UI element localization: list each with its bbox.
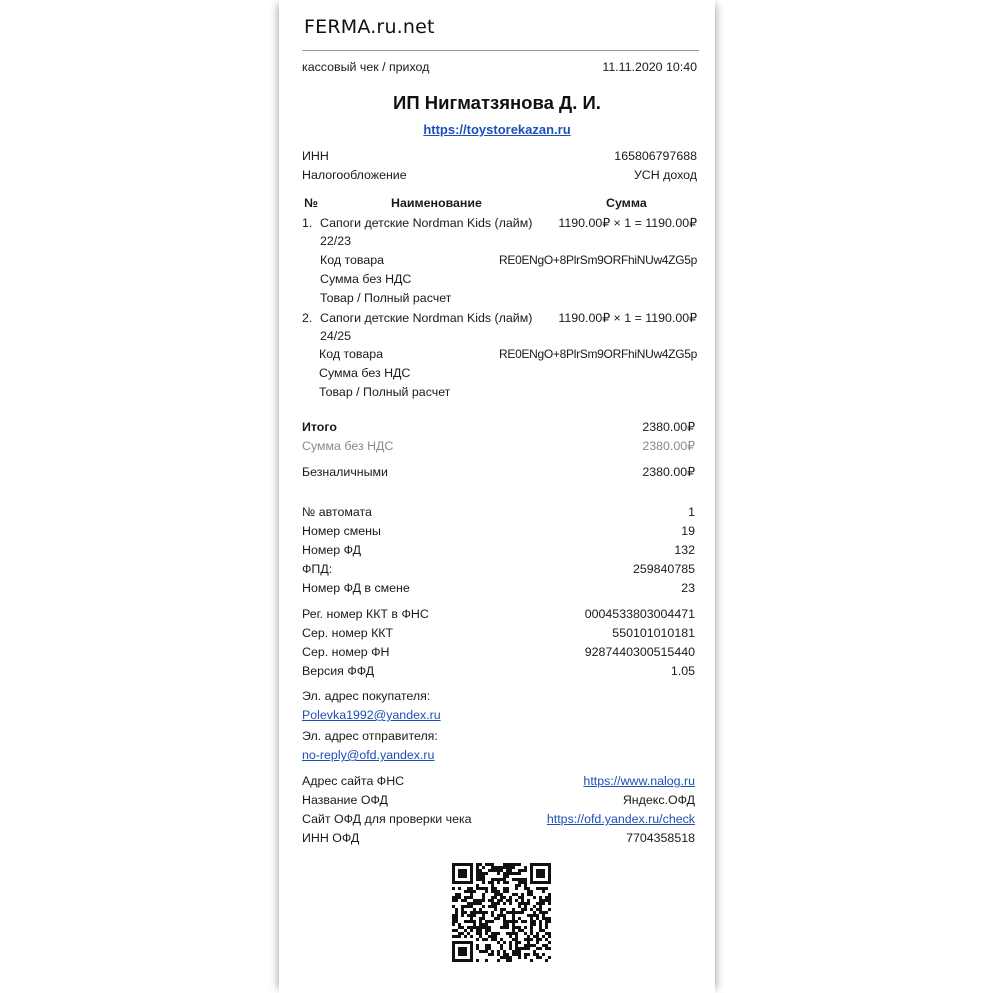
- item-vat-label: Сумма без НДС: [320, 272, 412, 286]
- inn-label: ИНН: [302, 149, 329, 163]
- tax-label: Налогообложение: [302, 168, 407, 182]
- col-sum: Сумма: [606, 196, 647, 210]
- item-name: Сапоги детские Nordman Kids (лайм): [320, 216, 533, 230]
- header-divider: [302, 50, 699, 51]
- kkt-label: Версия ФФД: [302, 664, 375, 678]
- table-header: [302, 194, 697, 212]
- seller-website-link[interactable]: https://toystorekazan.ru: [423, 122, 571, 137]
- tax-row: [302, 166, 697, 184]
- brand-logo: FERMA.ru.net: [304, 16, 435, 38]
- ofd-name-row: [302, 791, 695, 809]
- kkt-label: Рег. номер ККТ в ФНС: [302, 607, 429, 621]
- col-name: Наименование: [391, 196, 482, 210]
- item-payment-label: Товар / Полный расчет: [319, 385, 451, 399]
- ofd-check-label: Сайт ОФД для проверки чека: [302, 812, 472, 826]
- fiscal-label: Номер ФД в смене: [302, 581, 410, 595]
- kkt-row: [302, 605, 695, 623]
- item-payment-row: [302, 383, 697, 401]
- tax-value: УСН доход: [633, 168, 697, 182]
- ofd-inn-row: [302, 829, 695, 847]
- item-code-label: Код товара: [320, 253, 385, 267]
- total-value: 2380.00₽: [642, 420, 695, 434]
- sender-email-row: [302, 746, 695, 764]
- receipt-datetime: 11.11.2020 10:40: [602, 60, 697, 74]
- sender-email-label: Эл. адрес отправителя:: [302, 729, 438, 743]
- cashless-label: Безналичными: [302, 465, 388, 479]
- fiscal-row: [302, 503, 695, 521]
- item-name-cont: [302, 327, 697, 345]
- kkt-value: 9287440300515440: [584, 645, 695, 659]
- fiscal-label: Номер ФД: [302, 543, 361, 557]
- buyer-email-link[interactable]: Polevka1992@yandex.ru: [302, 708, 441, 722]
- fiscal-row: [302, 522, 695, 540]
- sender-email-link[interactable]: no-reply@ofd.yandex.ru: [302, 748, 435, 762]
- item-payment-row: [302, 289, 697, 307]
- kkt-row: [302, 643, 695, 661]
- fiscal-label: № автомата: [302, 505, 372, 519]
- fiscal-row: [302, 579, 695, 597]
- kkt-row: [302, 662, 695, 680]
- ofd-inn-value: 7704358518: [626, 831, 695, 845]
- fiscal-value: 132: [674, 543, 695, 557]
- kkt-value: 1.05: [670, 664, 695, 678]
- kkt-row: [302, 624, 695, 642]
- item-name: Сапоги детские Nordman Kids (лайм): [320, 311, 533, 325]
- ofd-inn-label: ИНН ОФД: [302, 831, 360, 845]
- item-code-label: Код товара: [319, 347, 384, 361]
- kkt-value: 0004533803004471: [584, 607, 695, 621]
- fiscal-value: 1: [688, 505, 695, 519]
- item-code-row: [302, 251, 697, 269]
- sender-email-label-row: [302, 727, 695, 745]
- item-price: 1190.00₽ × 1 = 1190.00₽: [558, 216, 697, 230]
- receipt: [279, 0, 715, 993]
- item-vat-label: Сумма без НДС: [319, 366, 411, 380]
- ofd-check-link[interactable]: https://ofd.yandex.ru/check: [546, 812, 695, 826]
- item-payment-label: Товар / Полный расчет: [320, 291, 452, 305]
- buyer-email-label-row: [302, 687, 695, 705]
- kkt-label: Сер. номер ФН: [302, 645, 390, 659]
- fiscal-value: 23: [681, 581, 695, 595]
- inn-value: 165806797688: [614, 149, 697, 163]
- doc-type: кассовый чек / приход: [302, 60, 430, 74]
- novat-value: 2380.00₽: [642, 439, 695, 453]
- item-number: 1.: [302, 216, 313, 230]
- item-size: 24/25: [320, 329, 352, 343]
- fiscal-row: [302, 560, 695, 578]
- ofd-check-row: [302, 810, 695, 828]
- buyer-email-label: Эл. адрес покупателя:: [302, 689, 431, 703]
- item-price: 1190.00₽ × 1 = 1190.00₽: [558, 311, 697, 325]
- seller-name: ИП Нигматзянова Д. И.: [393, 92, 601, 113]
- fns-site-label: Адрес сайта ФНС: [302, 774, 405, 788]
- inn-row: [302, 147, 697, 165]
- novat-row: [302, 437, 695, 455]
- list-item: [302, 214, 697, 232]
- item-vat-row: [302, 364, 697, 382]
- item-code-value: RE0ENgO+8PlrSm9ORFhiNUw4ZG5p: [499, 253, 697, 267]
- novat-label: Сумма без НДС: [302, 439, 394, 453]
- kkt-value: 550101010181: [612, 626, 695, 640]
- ofd-name-value: Яндекс.ОФД: [622, 793, 695, 807]
- item-vat-row: [302, 270, 697, 288]
- doc-type-row: [302, 58, 697, 76]
- item-code-value: RE0ENgO+8PlrSm9ORFhiNUw4ZG5p: [499, 347, 697, 361]
- fns-site-link[interactable]: https://www.nalog.ru: [583, 774, 695, 788]
- item-name-cont: [302, 232, 697, 250]
- qr-code-icon[interactable]: [452, 863, 551, 962]
- item-size: 22/23: [320, 234, 352, 248]
- fiscal-label: Номер смены: [302, 524, 381, 538]
- item-code-row: [302, 345, 697, 363]
- col-num: №: [304, 196, 318, 210]
- fiscal-row: [302, 541, 695, 559]
- ofd-name-label: Название ОФД: [302, 793, 388, 807]
- fiscal-value: 259840785: [632, 562, 695, 576]
- kkt-label: Сер. номер ККТ: [302, 626, 394, 640]
- total-row: [302, 418, 695, 436]
- fiscal-label: ФПД:: [302, 562, 333, 576]
- fiscal-value: 19: [681, 524, 695, 538]
- list-item: [302, 309, 697, 327]
- total-label: Итого: [302, 420, 337, 434]
- fns-site-row: [302, 772, 695, 790]
- item-number: 2.: [302, 311, 313, 325]
- cashless-row: [302, 463, 695, 481]
- buyer-email-row: [302, 706, 695, 724]
- cashless-value: 2380.00₽: [642, 465, 695, 479]
